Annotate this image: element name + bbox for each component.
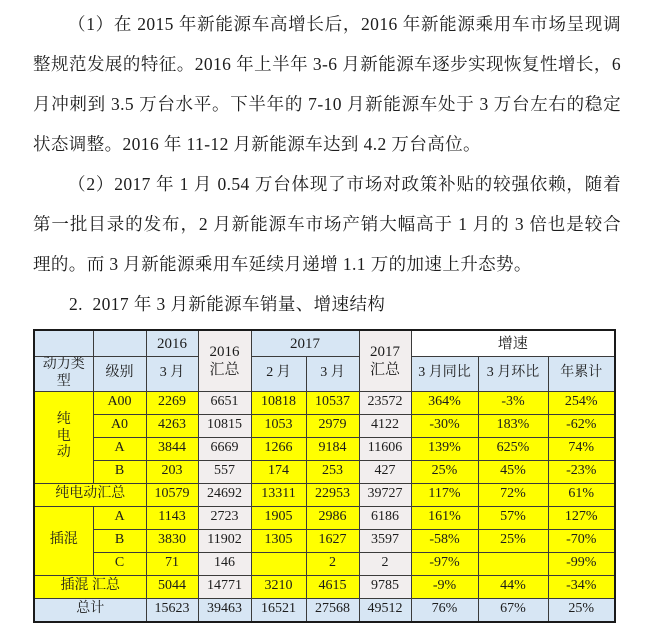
table-cell: 3844 — [146, 437, 198, 460]
subtotal-label: 纯电动汇总 — [34, 483, 146, 506]
table-cell: -70% — [548, 529, 615, 552]
header-feb-2017: 2 月 — [251, 357, 306, 392]
table-cell: 71 — [146, 552, 198, 575]
table-cell: 49512 — [359, 598, 411, 622]
table-row-subtotal-pure-ev — [34, 483, 615, 506]
table-cell: 22953 — [306, 483, 359, 506]
table-cell: 557 — [198, 460, 251, 483]
table-cell: 1053 — [251, 414, 306, 437]
table-cell: 11606 — [359, 437, 411, 460]
table-row — [34, 506, 615, 529]
header-row-months — [34, 357, 615, 392]
table-cell: 16521 — [251, 598, 306, 622]
table-cell: 10579 — [146, 483, 198, 506]
table-cell: 67% — [478, 598, 548, 622]
table-cell: B — [93, 460, 146, 483]
header-blank-cell — [93, 330, 146, 357]
table-cell: A — [93, 437, 146, 460]
table-cell: 254% — [548, 391, 615, 414]
header-sum-2017: 2017 汇总 — [359, 330, 411, 391]
table-cell: 2 — [306, 552, 359, 575]
paragraph-2: （2）2017 年 1 月 0.54 万台体现了市场对政策补贴的较强依赖，随着第一批目录的发布，2 月新能源车市场产销大幅高于 1 月的 3 倍也是较合理的。而 3 月新能源乘用车延续月递增 1.1 万的加速上升态势。 — [33, 174, 621, 274]
table-cell: -97% — [411, 552, 478, 575]
table-cell: 14771 — [198, 575, 251, 598]
table-cell: 25% — [411, 460, 478, 483]
header-sum-2016: 2016 汇总 — [198, 330, 251, 391]
table-cell: 10818 — [251, 391, 306, 414]
table-cell: 10815 — [198, 414, 251, 437]
table-cell: 61% — [548, 483, 615, 506]
table-cell: 3210 — [251, 575, 306, 598]
table-cell: 6669 — [198, 437, 251, 460]
table-cell: -30% — [411, 414, 478, 437]
table-cell: 45% — [478, 460, 548, 483]
table-cell: -23% — [548, 460, 615, 483]
header-mar-2016: 3 月 — [146, 357, 198, 392]
table-cell: 76% — [411, 598, 478, 622]
table-cell: 39463 — [198, 598, 251, 622]
table-cell: 1266 — [251, 437, 306, 460]
table-row — [34, 552, 615, 575]
row-group-phev: 插混 — [34, 506, 93, 575]
table-cell: 1905 — [251, 506, 306, 529]
table-cell: 127% — [548, 506, 615, 529]
table-row — [34, 437, 615, 460]
table-cell: 24692 — [198, 483, 251, 506]
subtotal-label: 插混 汇总 — [34, 575, 146, 598]
table-cell: 9184 — [306, 437, 359, 460]
table-cell: -34% — [548, 575, 615, 598]
table-cell: 2723 — [198, 506, 251, 529]
table-cell: 23572 — [359, 391, 411, 414]
header-growth: 增速 — [411, 330, 615, 357]
table-cell: 2 — [359, 552, 411, 575]
table-cell: -9% — [411, 575, 478, 598]
table-cell: 2269 — [146, 391, 198, 414]
table-cell: 5044 — [146, 575, 198, 598]
paragraph-1: （1）在 2015 年新能源车高增长后，2016 年新能源乘用车市场呈现调整规范发展的特征。2016 年上半年 3-6 月新能源车逐步实现恢复性增长，6 月冲刺到 3.5 万台水平。下半年的 7-10 月新能源车处于 3 万台左右的稳定状态调整。2016 年 11-12 月新能源车达到 4.2 万台高位。 — [33, 14, 621, 154]
table-cell: A0 — [93, 414, 146, 437]
sales-growth-table — [33, 329, 616, 623]
table-cell: 72% — [478, 483, 548, 506]
table-cell: 1305 — [251, 529, 306, 552]
total-label: 总计 — [34, 598, 146, 622]
table-cell: A — [93, 506, 146, 529]
table-cell: 74% — [548, 437, 615, 460]
table-row-subtotal-phev — [34, 575, 615, 598]
table-cell: 13311 — [251, 483, 306, 506]
header-mar-2017: 3 月 — [306, 357, 359, 392]
table-cell: 1143 — [146, 506, 198, 529]
table-cell: 364% — [411, 391, 478, 414]
table-cell — [478, 552, 548, 575]
table-cell: 27568 — [306, 598, 359, 622]
row-group-pure-ev: 纯 电 动 — [34, 391, 93, 483]
table-cell: 4263 — [146, 414, 198, 437]
table-cell: 25% — [478, 529, 548, 552]
table-cell: 3830 — [146, 529, 198, 552]
table-cell: 15623 — [146, 598, 198, 622]
header-level: 级别 — [93, 357, 146, 392]
table-cell: 9785 — [359, 575, 411, 598]
table-cell: A00 — [93, 391, 146, 414]
table-row-grand-total — [34, 598, 615, 622]
table-cell: 11902 — [198, 529, 251, 552]
table-cell — [251, 552, 306, 575]
table-cell: 183% — [478, 414, 548, 437]
table-cell: -62% — [548, 414, 615, 437]
table-cell: 10537 — [306, 391, 359, 414]
table-cell: 203 — [146, 460, 198, 483]
table-row — [34, 529, 615, 552]
table-cell: 1627 — [306, 529, 359, 552]
table-cell: 146 — [198, 552, 251, 575]
table-cell: 4122 — [359, 414, 411, 437]
header-yoy: 3 月同比 — [411, 357, 478, 392]
header-year-2017: 2017 — [251, 330, 359, 357]
header-power-type: 动力类型 — [34, 357, 93, 392]
table-row — [34, 460, 615, 483]
table-cell: C — [93, 552, 146, 575]
table-cell: 139% — [411, 437, 478, 460]
table-cell: 625% — [478, 437, 548, 460]
table-cell: -58% — [411, 529, 478, 552]
table-cell: 3597 — [359, 529, 411, 552]
section-heading: 2. 2017 年 3 月新能源车销量、增速结构 — [69, 294, 386, 314]
table-cell: 117% — [411, 483, 478, 506]
table-cell: 4615 — [306, 575, 359, 598]
table-cell: 427 — [359, 460, 411, 483]
header-year-2016: 2016 — [146, 330, 198, 357]
header-blank-cell — [34, 330, 93, 357]
table-cell: 39727 — [359, 483, 411, 506]
table-row — [34, 391, 615, 414]
table-cell: 2979 — [306, 414, 359, 437]
table-cell: -99% — [548, 552, 615, 575]
table-cell: 161% — [411, 506, 478, 529]
table-cell: 6186 — [359, 506, 411, 529]
table-cell: 174 — [251, 460, 306, 483]
table-cell: B — [93, 529, 146, 552]
header-ytd: 年累计 — [548, 357, 615, 392]
table-cell: 25% — [548, 598, 615, 622]
table-cell: 2986 — [306, 506, 359, 529]
table-cell: 57% — [478, 506, 548, 529]
table-cell: 253 — [306, 460, 359, 483]
table-cell: -3% — [478, 391, 548, 414]
table-cell: 6651 — [198, 391, 251, 414]
table-row — [34, 414, 615, 437]
header-row-years — [34, 330, 615, 357]
header-mom: 3 月环比 — [478, 357, 548, 392]
table-cell: 44% — [478, 575, 548, 598]
